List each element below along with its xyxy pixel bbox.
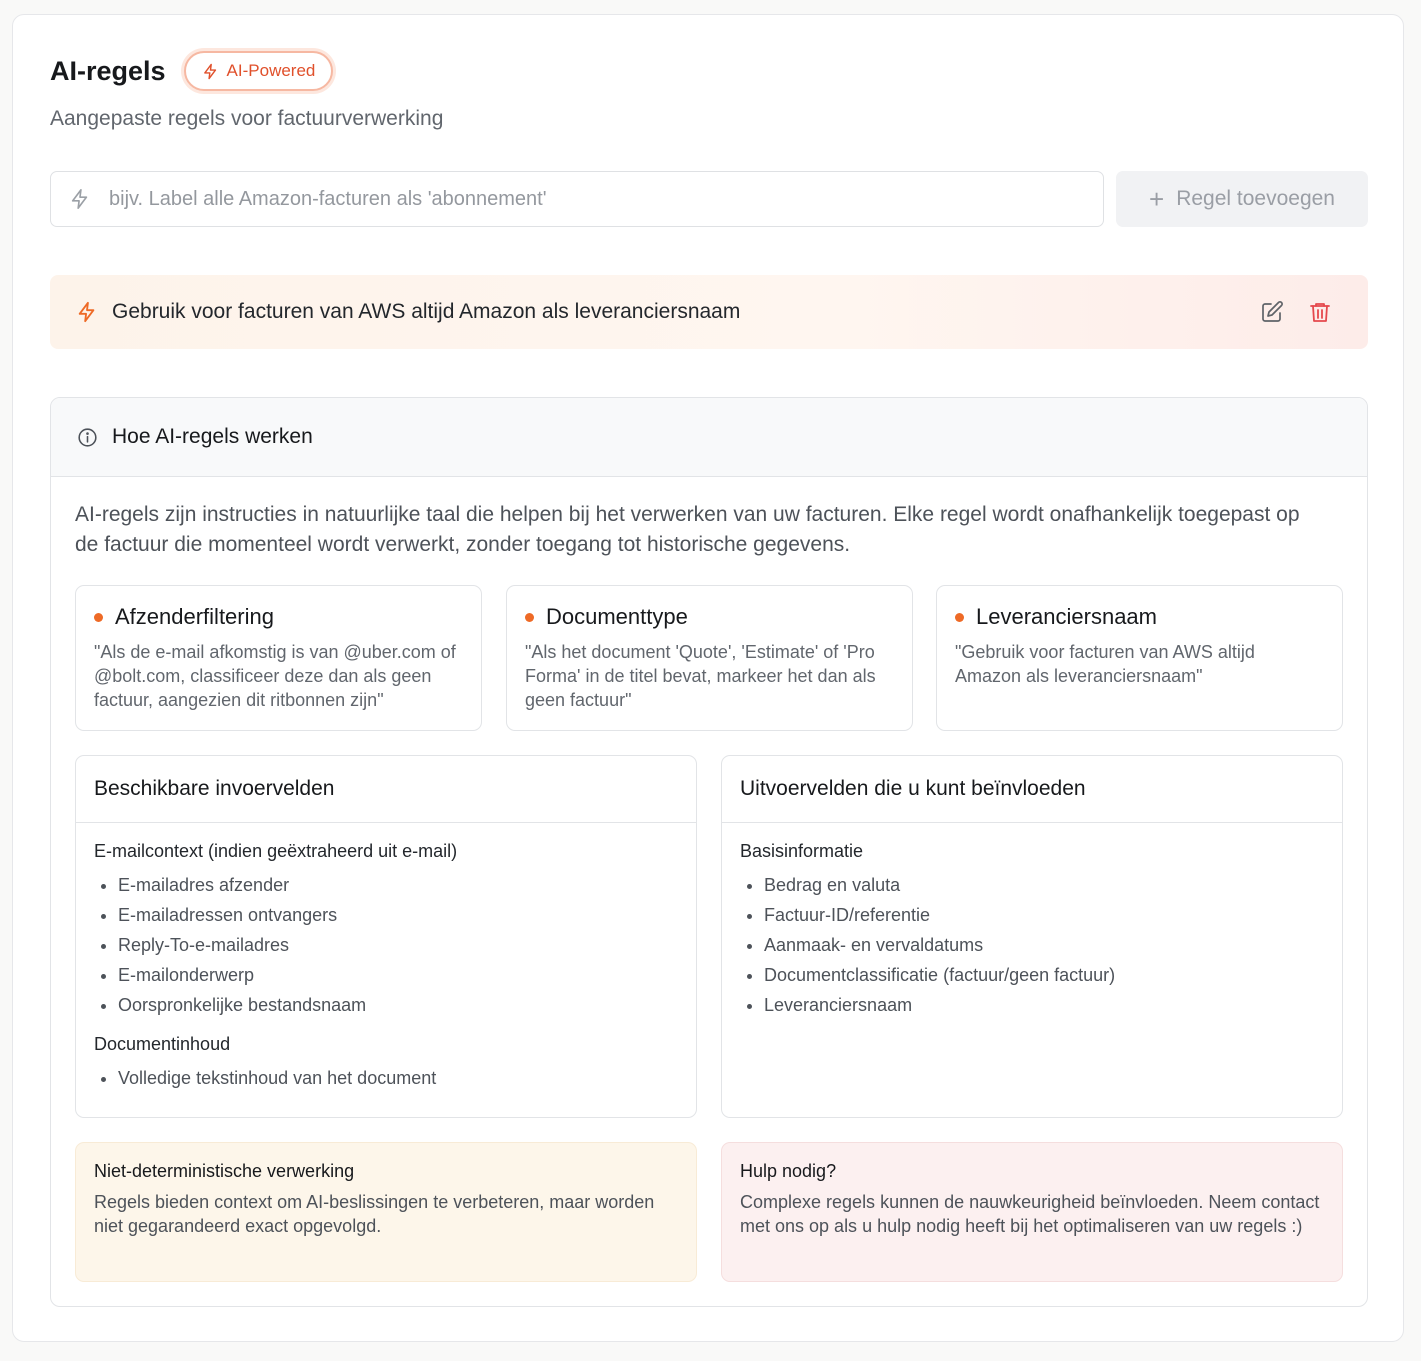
rule-actions [1260, 300, 1332, 324]
example-card [506, 585, 913, 731]
bolt-icon [202, 63, 219, 80]
rule-text: Gebruik voor facturen van AWS altijd Amazon als leveranciersnaam [112, 300, 741, 323]
bullet-dot [94, 613, 103, 622]
field-group-label: Documentinhoud [94, 1034, 231, 1054]
example-quote: "Gebruik voor facturen van AWS altijd Amazon als leveranciersnaam" [955, 642, 1255, 686]
list-item: • Leveranciersnaam [764, 990, 1324, 1020]
how-it-works-header [51, 398, 1367, 477]
input-fields-card [75, 755, 697, 1118]
example-title [525, 604, 894, 630]
bullet-dot [955, 613, 964, 622]
list-item: • Bedrag en valuta [764, 870, 1324, 900]
example-title-text: Afzenderfiltering [115, 604, 274, 629]
ai-powered-badge [184, 51, 334, 91]
field-list [94, 870, 678, 1020]
example-title [94, 604, 463, 630]
list-item: • Oorspronkelijke bestandsnaam [118, 990, 678, 1020]
example-card [936, 585, 1343, 731]
example-quote: "Als het document 'Quote', 'Estimate' of 'Pro Forma' in de titel bevat, markeer het dan als geen factuur" [525, 642, 876, 710]
example-quote: "Als de e-mail afkomstig is van @uber.com of @bolt.com, classificeer deze dan als geen factuur, aangezien dit ritbonnen zijn" [94, 642, 456, 710]
info-icon [77, 427, 98, 448]
trash-icon[interactable] [1308, 300, 1332, 324]
list-item: • E-mailadres afzender [118, 870, 678, 900]
note-title: Niet-deterministische verwerking [94, 1161, 355, 1181]
note-text: Complexe regels kunnen de nauwkeurigheid beïnvloeden. Neem contact met ons op als u hulp nodig heeft bij het optimaliseren van uw regels :) [740, 1192, 1320, 1236]
list-item: • Volledige tekstinhoud van het document [118, 1063, 678, 1093]
example-title-text: Documenttype [546, 604, 688, 629]
edit-icon[interactable] [1260, 300, 1284, 324]
input-fields-title: Beschikbare invoervelden [76, 756, 696, 823]
add-rule-label: Regel toevoegen [1176, 187, 1335, 210]
page-title: AI-regels [50, 55, 166, 86]
ai-powered-label: AI-Powered [226, 61, 316, 80]
example-card [75, 585, 482, 731]
rule-item [50, 275, 1368, 349]
note-title: Hulp nodig? [740, 1161, 837, 1181]
help-note [721, 1142, 1343, 1282]
list-item: • Reply-To-e-mailadres [118, 930, 678, 960]
field-group-label: Basisinformatie [740, 841, 864, 861]
page-subtitle: Aangepaste regels voor factuurverwerking [50, 107, 444, 130]
list-item: • Factuur-ID/referentie [764, 900, 1324, 930]
how-it-works-title: Hoe AI-regels werken [112, 425, 313, 448]
list-item: • Documentclassificatie (factuur/geen factuur) [764, 960, 1324, 990]
field-list [94, 1063, 678, 1093]
bolt-icon [69, 188, 91, 210]
ai-rules-card [12, 14, 1404, 1342]
output-fields-title: Uitvoervelden die u kunt beïnvloeden [722, 756, 1342, 823]
new-rule-input[interactable] [109, 172, 1103, 226]
plus-icon: + [1149, 184, 1165, 214]
list-item: • E-mailadressen ontvangers [118, 900, 678, 930]
list-item: • E-mailonderwerp [118, 960, 678, 990]
note-text: Regels bieden context om AI-beslissingen te verbeteren, maar worden niet gegarandeerd exact opgevolgd. [94, 1192, 655, 1236]
intro-text: AI-regels zijn instructies in natuurlijke taal die helpen bij het verwerken van uw facturen. Elke regel wordt onafhankelijk toegepast op de factuur die momenteel wordt verwerkt, zonder toegang tot historische gegevens. [75, 503, 1300, 556]
how-it-works-panel [50, 397, 1368, 1307]
output-fields-card [721, 755, 1343, 1118]
example-title [955, 604, 1324, 630]
field-group-label: E-mailcontext (indien geëxtraheerd uit e-mail) [94, 841, 458, 861]
header [50, 51, 333, 91]
new-rule-field[interactable] [50, 171, 1104, 227]
add-rule-button[interactable] [1116, 171, 1368, 227]
bullet-dot [525, 613, 534, 622]
example-title-text: Leveranciersnaam [976, 604, 1157, 629]
list-item: • Aanmaak- en vervaldatums [764, 930, 1324, 960]
bolt-icon [76, 301, 98, 323]
field-list [740, 870, 1324, 1020]
non-deterministic-note [75, 1142, 697, 1282]
